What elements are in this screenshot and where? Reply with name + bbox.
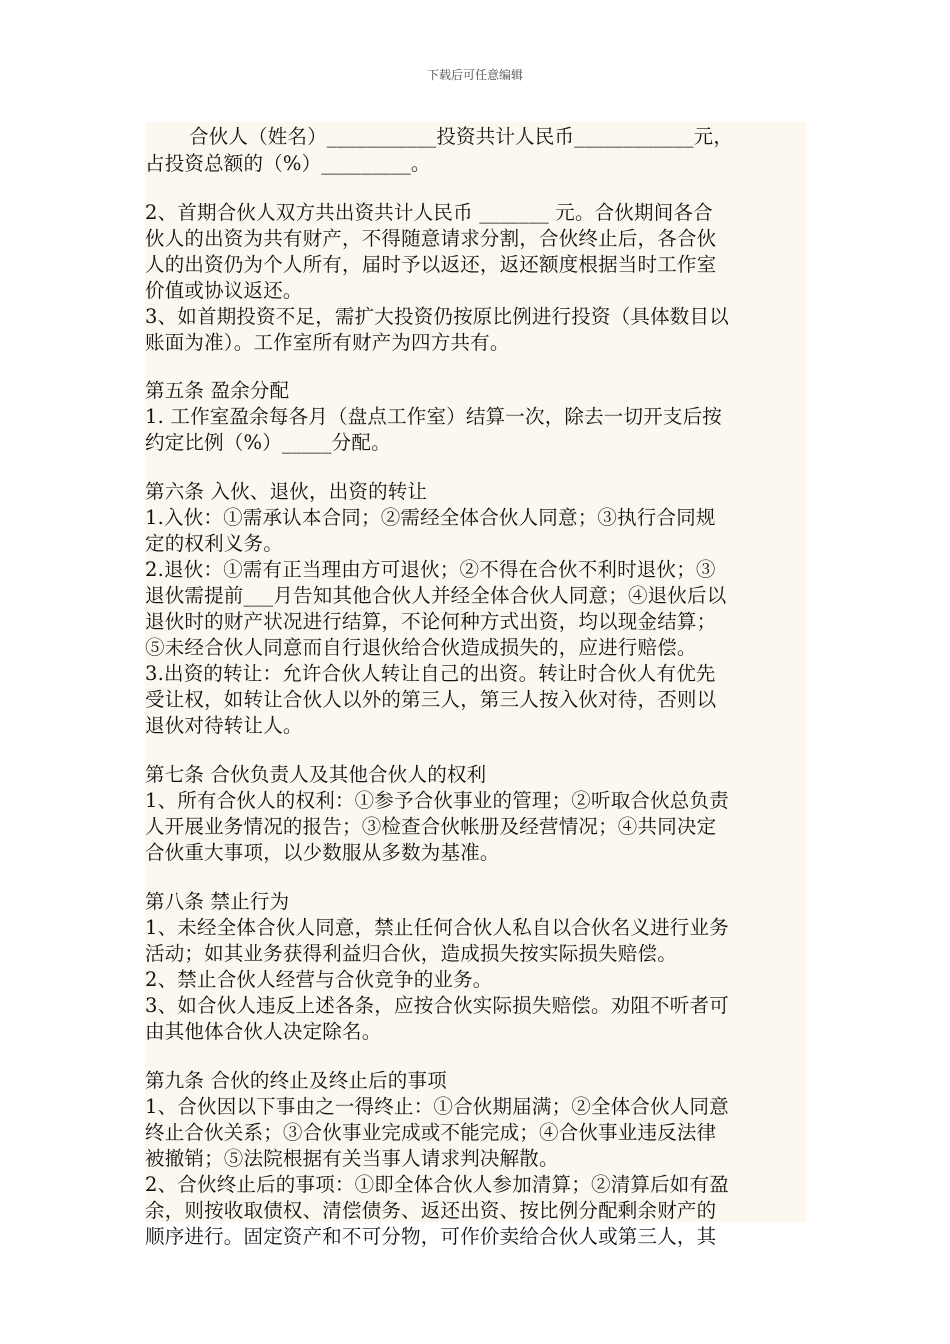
page-header: 下载后可任意编辑 (426, 68, 523, 82)
section-heading: 第八条 禁止行为 (145, 890, 290, 913)
text-line: 活动；如其业务获得利益归合伙，造成损失按实际损失赔偿。 (145, 942, 677, 965)
text-line: 2、禁止合伙人经营与合伙竞争的业务。 (145, 968, 493, 991)
section-heading: 第五条 盈余分配 (145, 379, 290, 402)
text-line: 2.退伙：①需有正当理由方可退伙；②不得在合伙不利时退伙；③ (145, 558, 716, 581)
text-line: 退伙需提前___月告知其他合伙人并经全体合伙人同意；④退伙后以 (145, 584, 727, 607)
text-line: 价值或协议返还。 (145, 279, 303, 302)
text-line: 1、合伙因以下事由之一得终止：①合伙期届满；②全体合伙人同意 (145, 1095, 729, 1118)
text-line: 人的出资仍为个人所有，届时予以返还，返还额度根据当时工作室 (145, 253, 717, 276)
text-line: 2、合伙终止后的事项：①即全体合伙人参加清算；②清算后如有盈 (145, 1173, 729, 1196)
text-line: 终止合伙关系；③合伙事业完成或不能完成；④合伙事业违反法律 (145, 1121, 717, 1144)
section-heading: 第九条 合伙的终止及终止后的事项 (145, 1069, 447, 1092)
text-line: 伙人的出资为共有财产，不得随意请求分割，合伙终止后，各合伙 (145, 227, 717, 250)
text-line: 约定比例（%）_____分配。 (145, 431, 391, 454)
text-line: 3、如首期投资不足，需扩大投资仍按原比例进行投资（具体数目以 (145, 305, 729, 328)
text-line: 1、未经全体合伙人同意，禁止任何合伙人私自以合伙名义进行业务 (145, 916, 729, 939)
text-line: 2、首期合伙人双方共出资共计人民币 _______ 元。合伙期间各合 (145, 201, 713, 224)
text-line: 顺序进行。固定资产和不可分物，可作价卖给合伙人或第三人，其 (145, 1225, 717, 1248)
text-line: 1.入伙：①需承认本合同；②需经全体合伙人同意；③执行合同规 (145, 506, 716, 529)
text-line: 3、如合伙人违反上述各条，应按合伙实际损失赔偿。劝阻不听者可 (145, 994, 729, 1017)
text-line: 1. 工作室盈余每各月（盘点工作室）结算一次，除去一切开支后按 (145, 405, 723, 428)
text-line: ⑤未经合伙人同意而自行退伙给合伙造成损失的，应进行赔偿。 (145, 636, 697, 659)
text-line: 受让权，如转让合伙人以外的第三人，第三人按入伙对待，否则以 (145, 688, 717, 711)
section-heading: 第六条 入伙、退伙，出资的转让 (145, 480, 428, 503)
text-line: 1、所有合伙人的权利：①参予合伙事业的管理；②听取合伙总负责 (145, 789, 729, 812)
text-line: 余，则按收取债权、清偿债务、返还出资、按比例分配剩余财产的 (145, 1199, 717, 1222)
text-line: 定的权利义务。 (145, 532, 283, 555)
text-line: 合伙人（姓名）___________投资共计人民币____________元， (189, 125, 734, 148)
text-line: 占投资总额的（%）_________。 (145, 152, 431, 175)
document-body (145, 122, 807, 1248)
text-line: 由其他体合伙人决定除名。 (145, 1020, 382, 1043)
text-line: 人开展业务情况的报告；③检查合伙帐册及经营情况；④共同决定 (145, 815, 717, 838)
section-heading: 第七条 合伙负责人及其他合伙人的权利 (145, 763, 487, 786)
text-line: 被撤销；⑤法院根据有关当事人请求判决解散。 (145, 1147, 559, 1170)
text-line: 3.出资的转让：允许合伙人转让自己的出资。转让时合伙人有优先 (145, 662, 716, 685)
text-line: 账面为准）。工作室所有财产为四方共有。 (145, 331, 510, 354)
text-line: 合伙重大事项，以少数服从多数为基准。 (145, 841, 500, 864)
text-line: 退伙时的财产状况进行结算，不论何种方式出资，均以现金结算； (145, 610, 717, 633)
text-line: 退伙对待转让人。 (145, 714, 303, 737)
